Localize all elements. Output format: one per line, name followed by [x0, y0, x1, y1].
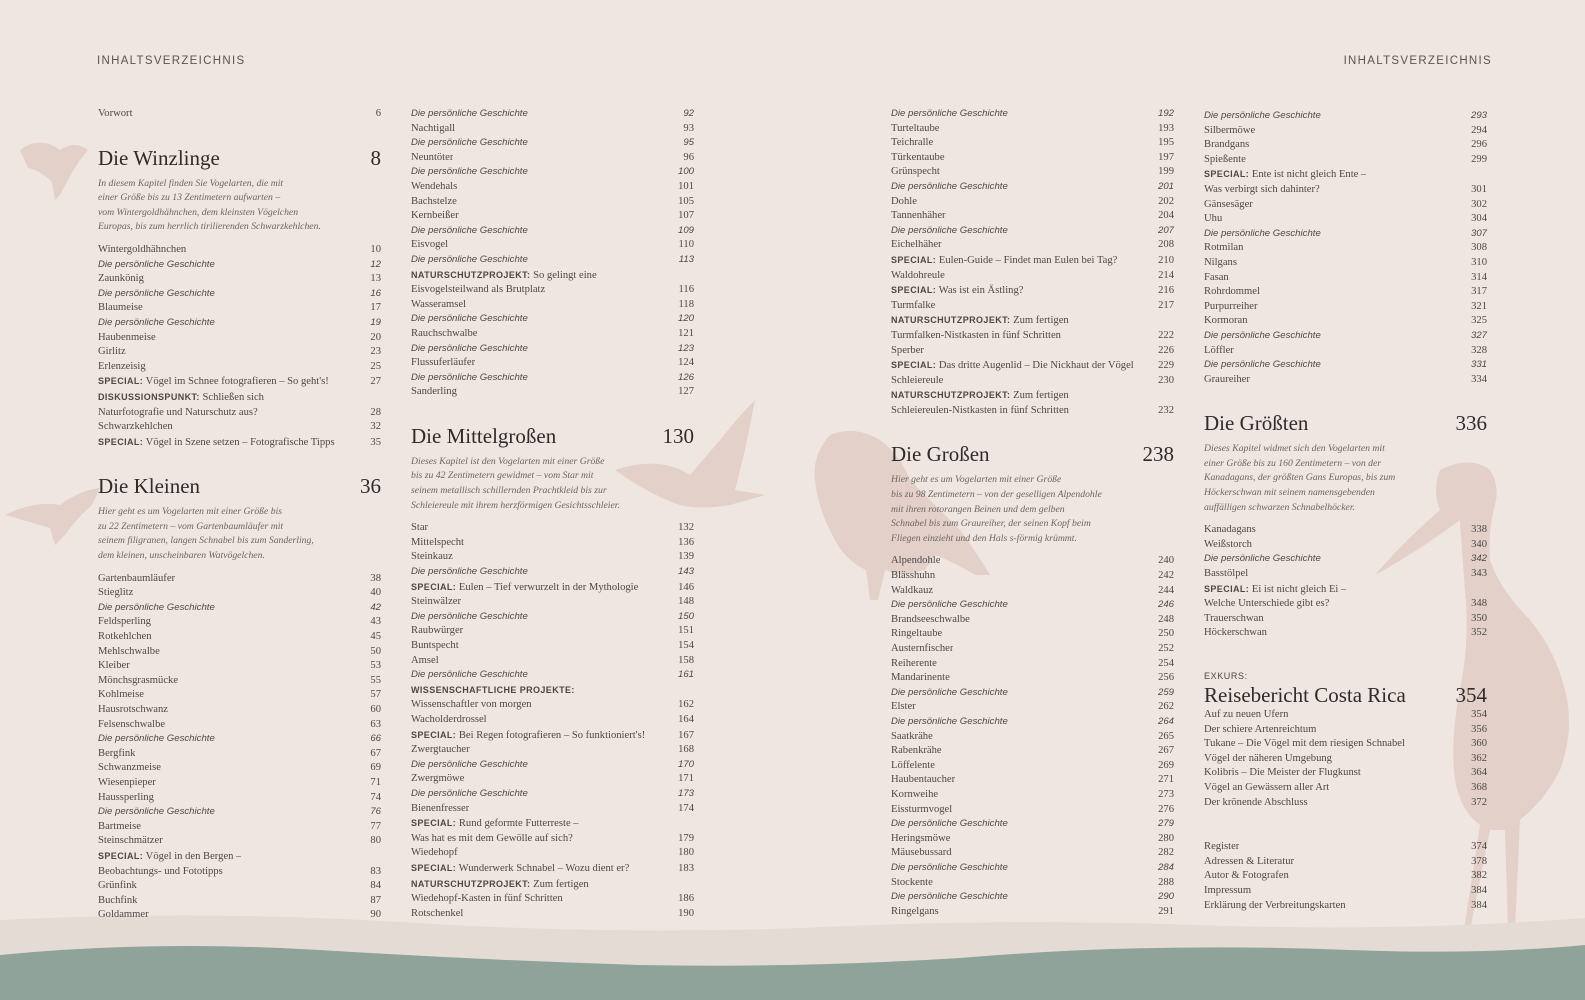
toc-entry[interactable]: Zwergmöwe 171 [411, 773, 694, 785]
chapter-intro: Hier geht es um Vogelarten mit einer Größe bis zu 22 Zentimetern – vom Gartenbaumläufer mit seinem filigranen, langen Schnabel bis zum Sanderling, dem kleinen, unscheinbaren Watvögelchen. [98, 506, 314, 562]
toc-entry-story[interactable]: Die persönliche Geschichte 42 [98, 601, 381, 613]
toc-entry[interactable]: Erlenzeisig 25 [98, 360, 381, 372]
toc-entry[interactable]: Gänsesäger 302 [1204, 198, 1487, 210]
toc-entry[interactable]: Steinschmätzer 80 [98, 835, 381, 847]
toc-entry-discussion-cont[interactable]: Naturfotografie und Naturschutz aus? 28 [98, 406, 381, 418]
toc-column-2 [411, 107, 694, 921]
toc-entry[interactable]: Rabenkrähe 267 [891, 745, 1174, 757]
toc-entry-special[interactable]: SPECIAL: Vögel in Szene setzen – Fotografische Tipps 35 [98, 436, 381, 448]
toc-entry[interactable]: Flussuferläufer 124 [411, 357, 694, 369]
excursion-label: EXKURS: [1204, 671, 1248, 681]
toc-entry[interactable]: Silbermöwe 294 [1204, 124, 1487, 136]
toc-entry[interactable]: Gartenbaumläufer 38 [98, 572, 381, 584]
chapter-intro: Dieses Kapitel widmet sich den Vogelarten mit einer Größe bis zu 160 Zentimetern – von der Kanadagans, der größten Gans Europas, bis zum Höckerschwan mit seinem namensgebenden auffälligen schwarzen Schnabelhöcker. [1204, 443, 1396, 513]
toc-entry[interactable]: Neuntöter 96 [411, 151, 694, 163]
toc-entry[interactable]: Turteltaube 193 [891, 122, 1174, 134]
chapter-heading[interactable]: Die Kleinen 36 [98, 474, 381, 499]
toc-entry-story[interactable]: Die persönliche Geschichte 192 [891, 108, 1174, 119]
toc-entry-story[interactable]: Die persönliche Geschichte 126 [411, 371, 694, 383]
toc-entry[interactable]: Vorwort 6 [98, 108, 381, 119]
toc-entry[interactable]: Basstölpel 343 [1204, 568, 1487, 580]
toc-entry[interactable]: Fasan 314 [1204, 271, 1487, 283]
toc-entry-project[interactable]: NATURSCHUTZPROJEKT: So gelingt eine [411, 269, 597, 281]
toc-entry[interactable]: Purpurreiher 321 [1204, 300, 1487, 312]
toc-entry-story[interactable]: Die persönliche Geschichte 284 [891, 861, 1174, 873]
toc-entry-story[interactable]: Die persönliche Geschichte 12 [98, 258, 381, 270]
toc-list [98, 243, 381, 450]
toc-entry[interactable]: Vögel der näheren Umgebung 362 [1204, 752, 1487, 764]
small-bird-silhouette [20, 143, 88, 201]
toc-entry[interactable]: Star 132 [411, 522, 694, 534]
toc-entry[interactable]: Girlitz 23 [98, 346, 381, 358]
toc-entry[interactable]: Steinkauz 139 [411, 551, 694, 563]
toc-entry[interactable]: Kolibris – Die Meister der Flugkunst 364 [1204, 767, 1487, 779]
toc-entry-special[interactable]: SPECIAL: Ente ist nicht gleich Ente – [1204, 169, 1367, 181]
toc-entry[interactable]: Nachtigall 93 [411, 122, 694, 134]
toc-entry-special[interactable]: SPECIAL: Ei ist nicht gleich Ei – [1204, 583, 1347, 595]
toc-entry[interactable]: Bergfink 67 [98, 747, 381, 759]
running-header-left: INHALTSVERZEICHNIS [97, 55, 246, 67]
toc-entry[interactable]: Adressen & Literatur 378 [1204, 855, 1487, 867]
toc-entry[interactable]: Tannenhäher 204 [891, 210, 1174, 222]
toc-column-4 [1204, 109, 1487, 913]
toc-entry[interactable]: Erklärung der Verbreitungskarten 384 [1204, 899, 1487, 911]
toc-entry[interactable]: Trauerschwan 350 [1204, 612, 1487, 624]
toc-entry-project-cont[interactable]: Wiedehopf-Kasten in fünf Schritten 186 [411, 893, 694, 905]
toc-entry[interactable]: Teichralle 195 [891, 137, 1174, 149]
toc-entry-story[interactable]: Die persönliche Geschichte 76 [98, 806, 381, 818]
toc-entry[interactable]: Wasseramsel 118 [411, 298, 694, 310]
toc-entry-special[interactable]: SPECIAL: Bei Regen fotografieren – So funktioniert's! 167 [411, 729, 694, 741]
toc-entry[interactable]: Dohle 202 [891, 195, 1174, 207]
toc-entry[interactable]: Eisvogel 110 [411, 239, 694, 251]
toc-entry[interactable]: Schleiereule 230 [891, 374, 1174, 386]
toc-entry[interactable]: Graureiher 334 [1204, 373, 1487, 385]
toc-entry[interactable]: Schwanzmeise 69 [98, 762, 381, 774]
toc-entry[interactable]: Bartmeise 77 [98, 820, 381, 832]
toc-entry[interactable]: Bachstelze 105 [411, 195, 694, 207]
toc-entry-science[interactable]: WISSENSCHAFTLICHE PROJEKTE: [411, 684, 575, 695]
toc-entry[interactable]: Reiherente 254 [891, 657, 1174, 669]
toc-entry[interactable]: Stockente 288 [891, 876, 1174, 888]
toc-entry-story[interactable]: Die persönliche Geschichte 120 [411, 313, 694, 325]
toc-entry[interactable]: Heringsmöwe 280 [891, 832, 1174, 844]
toc-column-1 [98, 107, 381, 923]
toc-entry[interactable]: Wiedehopf 180 [411, 847, 694, 859]
toc-entry[interactable]: Grünfink 84 [98, 880, 381, 892]
toc-entry[interactable]: Schwarzkehlchen 32 [98, 421, 381, 433]
excursion-heading[interactable]: Reisebericht Costa Rica 354 [1204, 683, 1487, 707]
flying-bird-silhouette [5, 488, 100, 545]
toc-entry[interactable]: Ringeltaube 250 [891, 628, 1174, 640]
toc-entry[interactable]: Vögel an Gewässern aller Art 368 [1204, 781, 1487, 793]
toc-entry[interactable]: Sanderling 127 [411, 386, 694, 398]
appendix-list [1204, 840, 1487, 913]
toc-entry-story[interactable]: Die persönliche Geschichte 264 [891, 715, 1174, 727]
toc-entry[interactable]: Wendehals 101 [411, 180, 694, 192]
toc-entry[interactable]: Register 374 [1204, 841, 1487, 853]
toc-entry-story[interactable]: Die persönliche Geschichte 201 [891, 180, 1174, 192]
toc-entry[interactable]: Haubentaucher 271 [891, 774, 1174, 786]
toc-entry[interactable]: Waldohreule 214 [891, 269, 1174, 281]
toc-entry[interactable]: Mandarinente 256 [891, 672, 1174, 684]
toc-entry[interactable]: Haussperling 74 [98, 791, 381, 803]
toc-entry[interactable]: Wacholderdrossel 164 [411, 713, 694, 725]
toc-entry-story[interactable]: Die persönliche Geschichte 100 [411, 166, 694, 178]
toc-entry[interactable]: Brandseeschwalbe 248 [891, 613, 1174, 625]
toc-entry[interactable]: Mehlschwalbe 50 [98, 645, 381, 657]
toc-entry[interactable]: Kohlmeise 57 [98, 689, 381, 701]
toc-entry[interactable]: Steinwälzer 148 [411, 596, 694, 608]
toc-list [98, 572, 381, 923]
toc-entry[interactable]: Bienenfresser 174 [411, 802, 694, 814]
toc-entry-project[interactable]: NATURSCHUTZPROJEKT: Zum fertigen [891, 390, 1069, 402]
toc-entry[interactable]: Löffler 328 [1204, 344, 1487, 356]
toc-entry[interactable]: Rotschenkel 190 [411, 907, 694, 919]
toc-entry-special[interactable]: SPECIAL: Das dritte Augenlid – Die Nickhaut der Vögel 229 [891, 360, 1174, 372]
toc-entry[interactable]: Felsenschwalbe 63 [98, 718, 381, 730]
toc-entry-project[interactable]: NATURSCHUTZPROJEKT: Zum fertigen [411, 878, 589, 890]
toc-entry-special-cont[interactable]: Welche Unterschiede gibt es? 348 [1204, 598, 1487, 610]
toc-entry[interactable]: Weißstorch 340 [1204, 538, 1487, 550]
toc-entry[interactable]: Mäusebussard 282 [891, 847, 1174, 859]
toc-entry[interactable]: Türkentaube 197 [891, 151, 1174, 163]
toc-entry-project-cont[interactable]: Turmfalken-Nistkasten in fünf Schritten 222 [891, 329, 1174, 341]
chapter-heading[interactable]: Die Mittelgroßen 130 [411, 423, 694, 448]
toc-entry[interactable]: Buchfink 87 [98, 894, 381, 906]
toc-entry[interactable]: Austernfischer 252 [891, 643, 1174, 654]
toc-entry[interactable]: Rohrdommel 317 [1204, 286, 1487, 298]
toc-entry-story[interactable]: Die persönliche Geschichte 161 [411, 669, 694, 681]
chapter-heading[interactable]: Die Größten 336 [1204, 411, 1487, 436]
toc-entry-story[interactable]: Die persönliche Geschichte 19 [98, 316, 381, 328]
toc-entry-story[interactable]: Die persönliche Geschichte 123 [411, 342, 694, 354]
toc-entry[interactable]: Rotkehlchen 45 [98, 631, 381, 643]
toc-entry[interactable]: Saatkrähe 265 [891, 730, 1174, 742]
ground-wave [0, 910, 1585, 1000]
toc-entry[interactable]: Hausrotschwanz 60 [98, 704, 381, 715]
toc-entry-story[interactable]: Die persönliche Geschichte 290 [891, 891, 1174, 903]
toc-entry[interactable]: Kanadagans 338 [1204, 524, 1487, 536]
toc-list [1204, 109, 1487, 387]
toc-entry-special[interactable]: SPECIAL: Vögel im Schnee fotografieren – So geht's! 27 [98, 376, 381, 388]
running-header-right: INHALTSVERZEICHNIS [1343, 55, 1492, 67]
toc-entry-story[interactable]: Die persönliche Geschichte 307 [1204, 227, 1487, 239]
toc-entry[interactable]: Grünspecht 199 [891, 166, 1174, 178]
toc-column-3 [891, 107, 1174, 919]
toc-entry[interactable]: Zaunkönig 13 [98, 273, 381, 285]
toc-entry-story[interactable]: Die persönliche Geschichte 109 [411, 224, 694, 236]
toc-entry[interactable]: Kernbeißer 107 [411, 210, 694, 222]
toc-entry[interactable]: Mittelspecht 136 [411, 536, 694, 548]
toc-entry-story[interactable]: Die persönliche Geschichte 207 [891, 224, 1174, 236]
toc-entry[interactable]: Nilgans 310 [1204, 256, 1487, 268]
toc-entry[interactable]: Eissturmvogel 276 [891, 803, 1174, 815]
chapter-intro: Dieses Kapitel ist den Vogelarten mit einer Größe bis zu 42 Zentimetern gewidmet – vom Star mit seinem metallisch schillernden Prachtkleid bis zur Schleiereule mit ihrem herzförmigen Gesichtsschleier. [411, 455, 620, 511]
toc-entry[interactable]: Uhu 304 [1204, 213, 1487, 225]
toc-entry-story[interactable]: Die persönliche Geschichte 279 [891, 818, 1174, 830]
toc-list [1204, 523, 1487, 641]
toc-entry[interactable]: Tukane – Die Vögel mit dem riesigen Schnabel 360 [1204, 738, 1487, 750]
toc-entry-story[interactable]: Die persönliche Geschichte 16 [98, 287, 381, 299]
toc-entry-story[interactable]: Die persönliche Geschichte 331 [1204, 359, 1487, 371]
toc-entry-story[interactable]: Die persönliche Geschichte 66 [98, 733, 381, 745]
toc-entry[interactable]: Zwergtaucher 168 [411, 744, 694, 756]
toc-entry[interactable]: Blässhuhn 242 [891, 570, 1174, 582]
toc-entry[interactable]: Goldammer 90 [98, 909, 381, 921]
toc-entry-project-cont[interactable]: Eisvogelsteilwand als Brutplatz 116 [411, 284, 694, 296]
chapter-intro: Hier geht es um Vogelarten mit einer Größe bis zu 98 Zentimetern – von der geselligen Alpendohle mit ihren rotorangen Beinen und dem gelben Schnabel bis zum Graureiher, der seinen Kopf beim Fliegen einzieht und den Hals s-förmig krümmt. [891, 474, 1102, 544]
chapter-heading[interactable]: Die Großen 238 [891, 442, 1174, 467]
toc-entry-special[interactable]: SPECIAL: Eulen-Guide – Findet man Eulen bei Tag? 210 [891, 254, 1174, 266]
toc-entry-special-cont[interactable]: Beobachtungs- und Fototipps 83 [98, 865, 381, 877]
toc-entry-story[interactable]: Die persönliche Geschichte 95 [411, 137, 694, 149]
toc-entry[interactable]: Turmfalke 217 [891, 299, 1174, 311]
chapter-heading[interactable]: Die Winzlinge 8 [98, 145, 381, 170]
toc-entry-story[interactable]: Die persönliche Geschichte 293 [1204, 110, 1487, 121]
toc-entry[interactable]: Feldsperling 43 [98, 616, 381, 628]
toc-entry[interactable]: Mönchsgrasmücke 55 [98, 674, 381, 686]
toc-entry-story[interactable]: Die persönliche Geschichte 150 [411, 610, 694, 622]
toc-entry-story[interactable]: Die persönliche Geschichte 92 [411, 108, 694, 119]
toc-entry[interactable]: Auf zu neuen Ufern 354 [1204, 709, 1487, 720]
toc-entry[interactable]: Kornweihe 273 [891, 788, 1174, 800]
toc-entry-special-cont[interactable]: Was hat es mit dem Gewölle auf sich? 179 [411, 832, 694, 844]
chapter-intro: In diesem Kapitel finden Sie Vogelarten, die mit einer Größe bis zu 13 Zentimetern aufwarten – vom Wintergoldhähnchen, dem kleinsten Vögelchen Europas, bis zum herrlich tirilierenden Schwarzkehlchen. [98, 177, 321, 233]
toc-entry-special[interactable]: SPECIAL: Rund geformte Futterreste – [411, 818, 579, 830]
toc-list [411, 107, 694, 400]
toc-entry-story[interactable]: Die persönliche Geschichte 143 [411, 566, 694, 578]
toc-entry[interactable]: Waldkauz 244 [891, 584, 1174, 596]
toc-entry-special[interactable]: SPECIAL: Was ist ein Ästling? 216 [891, 285, 1174, 297]
toc-entry-special-cont[interactable]: Was verbirgt sich dahinter? 301 [1204, 183, 1487, 195]
toc-entry-project[interactable]: NATURSCHUTZPROJEKT: Zum fertigen [891, 315, 1069, 327]
toc-entry[interactable]: Sperber 226 [891, 344, 1174, 356]
toc-list [1204, 708, 1487, 810]
toc-entry[interactable]: Haubenmeise 20 [98, 331, 381, 343]
toc-entry[interactable]: Rotmilan 308 [1204, 242, 1487, 254]
toc-entry[interactable]: Kleiber 53 [98, 660, 381, 672]
toc-entry-story[interactable]: Die persönliche Geschichte 327 [1204, 329, 1487, 341]
toc-entry-project-cont[interactable]: Schleiereulen-Nistkasten in fünf Schritten 232 [891, 404, 1174, 416]
toc-list [411, 521, 694, 921]
toc-entry[interactable]: Ringelgans 291 [891, 905, 1174, 917]
toc-entry-story[interactable]: Die persönliche Geschichte 246 [891, 599, 1174, 611]
toc-entry[interactable]: Rauchschwalbe 121 [411, 327, 694, 339]
toc-entry-special[interactable]: SPECIAL: Eulen – Tief verwurzelt in der Mythologie 146 [411, 581, 694, 593]
toc-entry[interactable]: Stieglitz 40 [98, 587, 381, 599]
toc-entry-story[interactable]: Die persönliche Geschichte 113 [411, 253, 694, 265]
toc-entry[interactable]: Wiesenpieper 71 [98, 776, 381, 788]
toc-entry[interactable]: Kormoran 325 [1204, 315, 1487, 327]
toc-list [891, 554, 1174, 919]
toc-entry-story[interactable]: Die persönliche Geschichte 342 [1204, 553, 1487, 565]
toc-entry[interactable]: Eichelhäher 208 [891, 239, 1174, 251]
toc-entry[interactable]: Brandgans 296 [1204, 139, 1487, 151]
toc-entry[interactable]: Der krönende Abschluss 372 [1204, 796, 1487, 808]
toc-entry[interactable]: Raubwürger 151 [411, 625, 694, 637]
toc-entry[interactable]: Löffelente 269 [891, 759, 1174, 771]
toc-entry[interactable]: Wintergoldhähnchen 10 [98, 243, 381, 255]
toc-entry-science-cont[interactable]: Wissenschaftler von morgen 162 [411, 699, 694, 711]
toc-entry-special[interactable]: SPECIAL: Vögel in den Bergen – [98, 850, 242, 862]
toc-entry-story[interactable]: Die persönliche Geschichte 170 [411, 758, 694, 770]
toc-entry[interactable]: Alpendohle 240 [891, 555, 1174, 567]
toc-entry[interactable]: Autor & Fotografen 382 [1204, 870, 1487, 882]
toc-entry-special[interactable]: SPECIAL: Wunderwerk Schnabel – Wozu dient er? 183 [411, 862, 694, 874]
toc-entry[interactable]: Spießente 299 [1204, 153, 1487, 165]
toc-entry[interactable]: Blaumeise 17 [98, 302, 381, 314]
toc-entry[interactable]: Buntspecht 154 [411, 640, 694, 651]
toc-list [891, 107, 1174, 418]
toc-entry-story[interactable]: Die persönliche Geschichte 259 [891, 686, 1174, 698]
toc-entry[interactable]: Amsel 158 [411, 654, 694, 666]
toc-entry[interactable]: Impressum 384 [1204, 884, 1487, 896]
toc-entry[interactable]: Der schiere Artenreichtum 356 [1204, 723, 1487, 735]
toc-entry[interactable]: Höckerschwan 352 [1204, 627, 1487, 639]
toc-entry[interactable]: Elster 262 [891, 701, 1174, 713]
toc-entry-discussion[interactable]: DISKUSSIONSPUNKT: Schließen sich [98, 391, 264, 403]
toc-entry-story[interactable]: Die persönliche Geschichte 173 [411, 787, 694, 799]
